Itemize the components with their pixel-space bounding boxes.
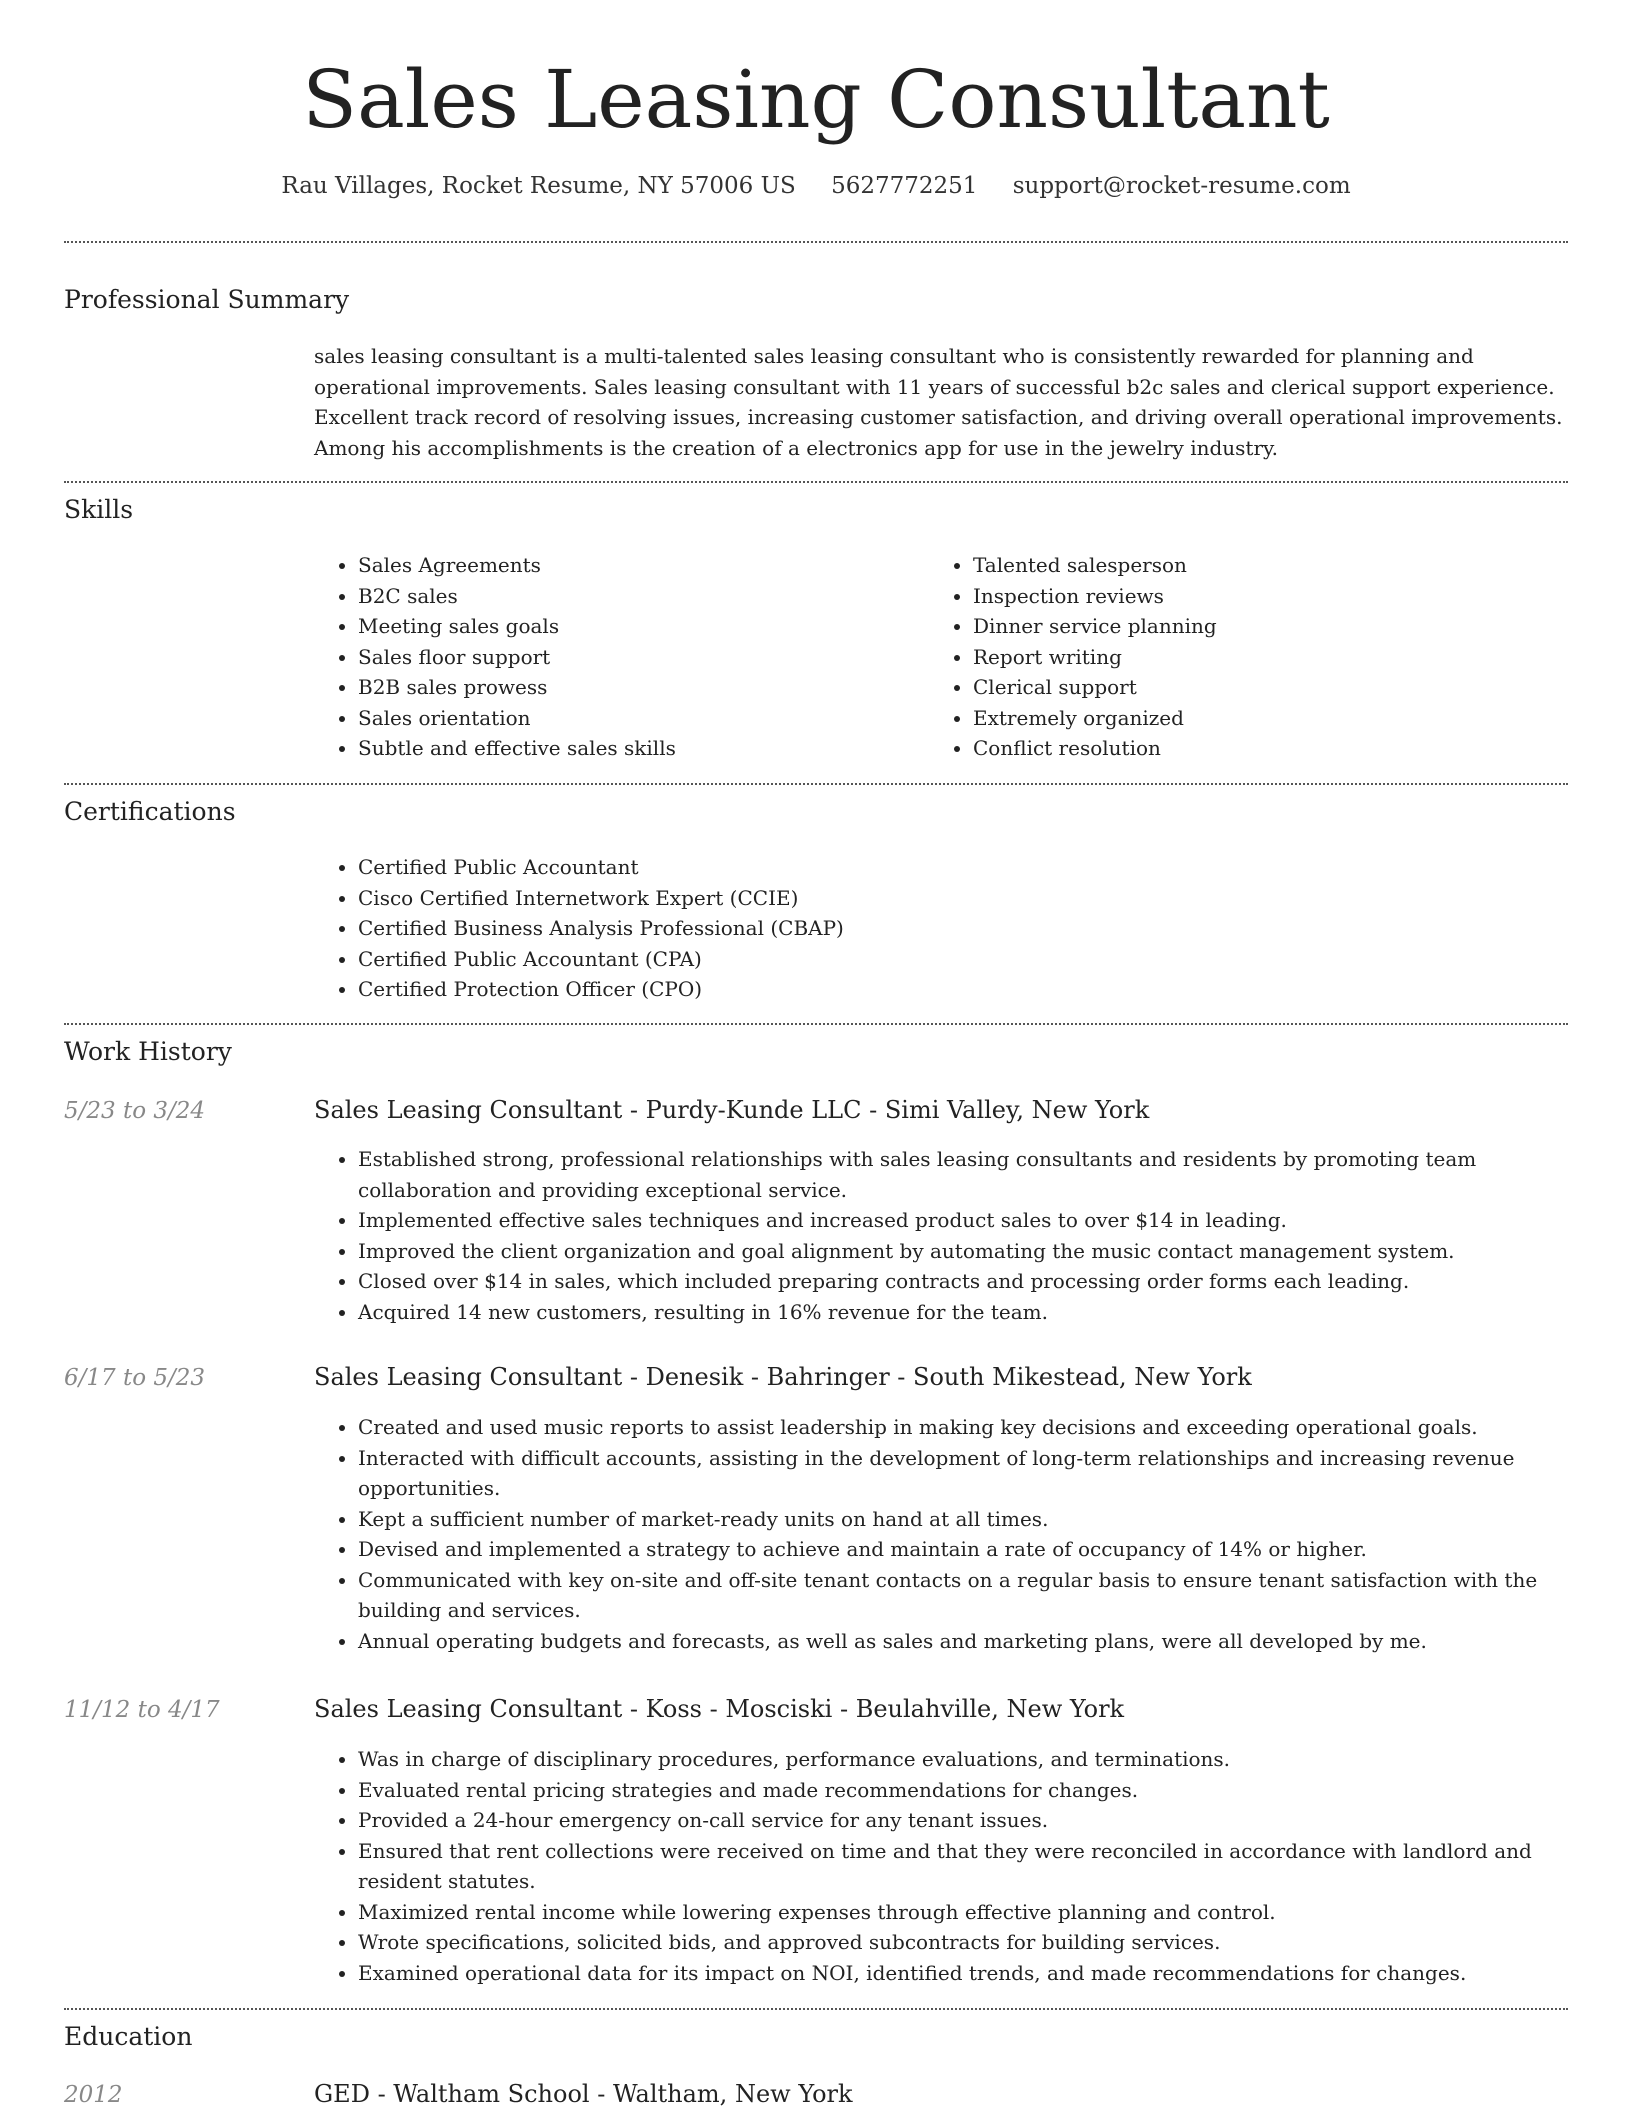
education-heading: Education xyxy=(64,2022,193,2051)
certification-item: • Certified Business Analysis Professional (CBAP) xyxy=(358,913,1564,944)
job-bullet: • Was in charge of disciplinary procedures, performance evaluations, and terminations. xyxy=(358,1744,1564,1775)
job-bullet: • Evaluated rental pricing strategies and made recommendations for changes. xyxy=(358,1775,1564,1806)
skill-item: • B2C sales xyxy=(358,581,894,612)
resume-name: Sales Leasing Consultant xyxy=(302,53,1330,146)
job-bullet: • Ensured that rent collections were received on time and that they were reconciled in accordance with landlord and resident statutes. xyxy=(358,1836,1564,1897)
job-dates: 6/17 to 5/23 xyxy=(64,1365,206,1391)
job-bullets-block xyxy=(314,1144,1564,1327)
job-bullets xyxy=(314,1412,1564,1656)
skills-block xyxy=(314,550,1564,766)
section-divider xyxy=(64,481,1568,483)
job-bullet: • Devised and implemented a strategy to achieve and maintain a rate of occupancy of 14% or higher. xyxy=(358,1534,1564,1565)
education-year: 2012 xyxy=(64,2082,123,2108)
certifications-block xyxy=(314,852,1564,1005)
skill-item: • Sales orientation xyxy=(358,703,894,734)
job-dates: 11/12 to 4/17 xyxy=(64,1697,220,1723)
section-divider xyxy=(64,783,1568,785)
contact-phone: 5627772251 xyxy=(831,173,978,199)
job-bullet: • Maximized rental income while lowering expenses through effective planning and control. xyxy=(358,1897,1564,1928)
contact-address: Rau Villages, Rocket Resume, NY 57006 US xyxy=(281,173,796,199)
job-bullets-block xyxy=(314,1744,1564,1988)
summary-body xyxy=(314,341,1564,463)
job-bullet: • Established strong, professional relationships with sales leasing consultants and residents by promoting team collaboration and providing exceptional service. xyxy=(358,1144,1564,1205)
skill-item: • Sales Agreements xyxy=(358,550,894,581)
skill-item: • Sales floor support xyxy=(358,642,894,673)
job-bullet: • Closed over $14 in sales, which included preparing contracts and processing order forms each leading. xyxy=(358,1266,1564,1297)
skills-right-column xyxy=(929,550,1509,764)
job-bullet: • Implemented effective sales techniques and increased product sales to over $14 in leading. xyxy=(358,1205,1564,1236)
skill-item: • Subtle and effective sales skills xyxy=(358,733,894,764)
skills-left-column xyxy=(314,550,894,764)
skill-item: • Clerical support xyxy=(973,672,1509,703)
certification-item: • Certified Public Accountant xyxy=(358,852,1564,883)
skills-left-list xyxy=(314,550,894,764)
job-bullet: • Communicated with key on-site and off-site tenant contacts on a regular basis to ensure tenant satisfaction with the building and services. xyxy=(358,1565,1564,1626)
skill-item: • Extremely organized xyxy=(973,703,1509,734)
job-title: Sales Leasing Consultant - Denesik - Bahringer - South Mikestead, New York xyxy=(314,1363,1252,1391)
job-bullet: • Created and used music reports to assist leadership in making key decisions and exceeding operational goals. xyxy=(358,1412,1564,1443)
skill-item: • Report writing xyxy=(973,642,1509,673)
job-bullets-block xyxy=(314,1412,1564,1656)
section-divider xyxy=(64,2008,1568,2010)
section-divider xyxy=(64,241,1568,243)
certifications-heading: Certifications xyxy=(64,797,236,826)
certification-item: • Cisco Certified Internetwork Expert (CCIE) xyxy=(358,883,1564,914)
job-title: Sales Leasing Consultant - Purdy-Kunde LLC - Simi Valley, New York xyxy=(314,1096,1150,1124)
certifications-list xyxy=(314,852,1564,1005)
contact-line xyxy=(0,170,1632,202)
job-bullet: • Acquired 14 new customers, resulting in 16% revenue for the team. xyxy=(358,1297,1564,1328)
job-bullets xyxy=(314,1744,1564,1988)
skills-heading: Skills xyxy=(64,495,134,524)
job-bullet: • Interacted with difficult accounts, assisting in the development of long-term relationships and increasing revenue opportunities. xyxy=(358,1443,1564,1504)
certification-item: • Certified Public Accountant (CPA) xyxy=(358,944,1564,975)
skills-right-list xyxy=(929,550,1509,764)
education-title: GED - Waltham School - Waltham, New York xyxy=(314,2080,853,2108)
job-bullet: • Kept a sufficient number of market-ready units on hand at all times. xyxy=(358,1504,1564,1535)
work-history-heading: Work History xyxy=(64,1037,232,1066)
job-bullet: • Annual operating budgets and forecasts, as well as sales and marketing plans, were all developed by me. xyxy=(358,1626,1564,1657)
skill-item: • Meeting sales goals xyxy=(358,611,894,642)
job-bullet: • Wrote specifications, solicited bids, and approved subcontracts for building services. xyxy=(358,1927,1564,1958)
job-title: Sales Leasing Consultant - Koss - Mosciski - Beulahville, New York xyxy=(314,1695,1125,1723)
job-bullet: • Examined operational data for its impact on NOI, identified trends, and made recommendations for changes. xyxy=(358,1958,1564,1989)
summary-heading: Professional Summary xyxy=(64,285,350,314)
skill-item: • B2B sales prowess xyxy=(358,672,894,703)
job-bullets xyxy=(314,1144,1564,1327)
skill-item: • Talented salesperson xyxy=(973,550,1509,581)
skill-item: • Dinner service planning xyxy=(973,611,1509,642)
skill-item: • Conflict resolution xyxy=(973,733,1509,764)
certification-item: • Certified Protection Officer (CPO) xyxy=(358,974,1564,1005)
section-divider xyxy=(64,1023,1568,1025)
job-dates: 5/23 to 3/24 xyxy=(64,1098,206,1124)
contact-email: support@rocket-resume.com xyxy=(1012,173,1351,199)
skill-item: • Inspection reviews xyxy=(973,581,1509,612)
job-bullet: • Improved the client organization and goal alignment by automating the music contact management system. xyxy=(358,1236,1564,1267)
summary-text: sales leasing consultant is a multi-talented sales leasing consultant who is consistently rewarded for planning and operational improvements. Sales leasing consultant with 11 years of successful b2c sales and clerical support experience. Excellent track record of resolving issues, increasing customer satisfaction, and driving overall operational improvements. Among his accomplishments is the creation of a electronics app for use in the jewelry industry. xyxy=(314,344,1563,460)
job-bullet: • Provided a 24-hour emergency on-call service for any tenant issues. xyxy=(358,1805,1564,1836)
